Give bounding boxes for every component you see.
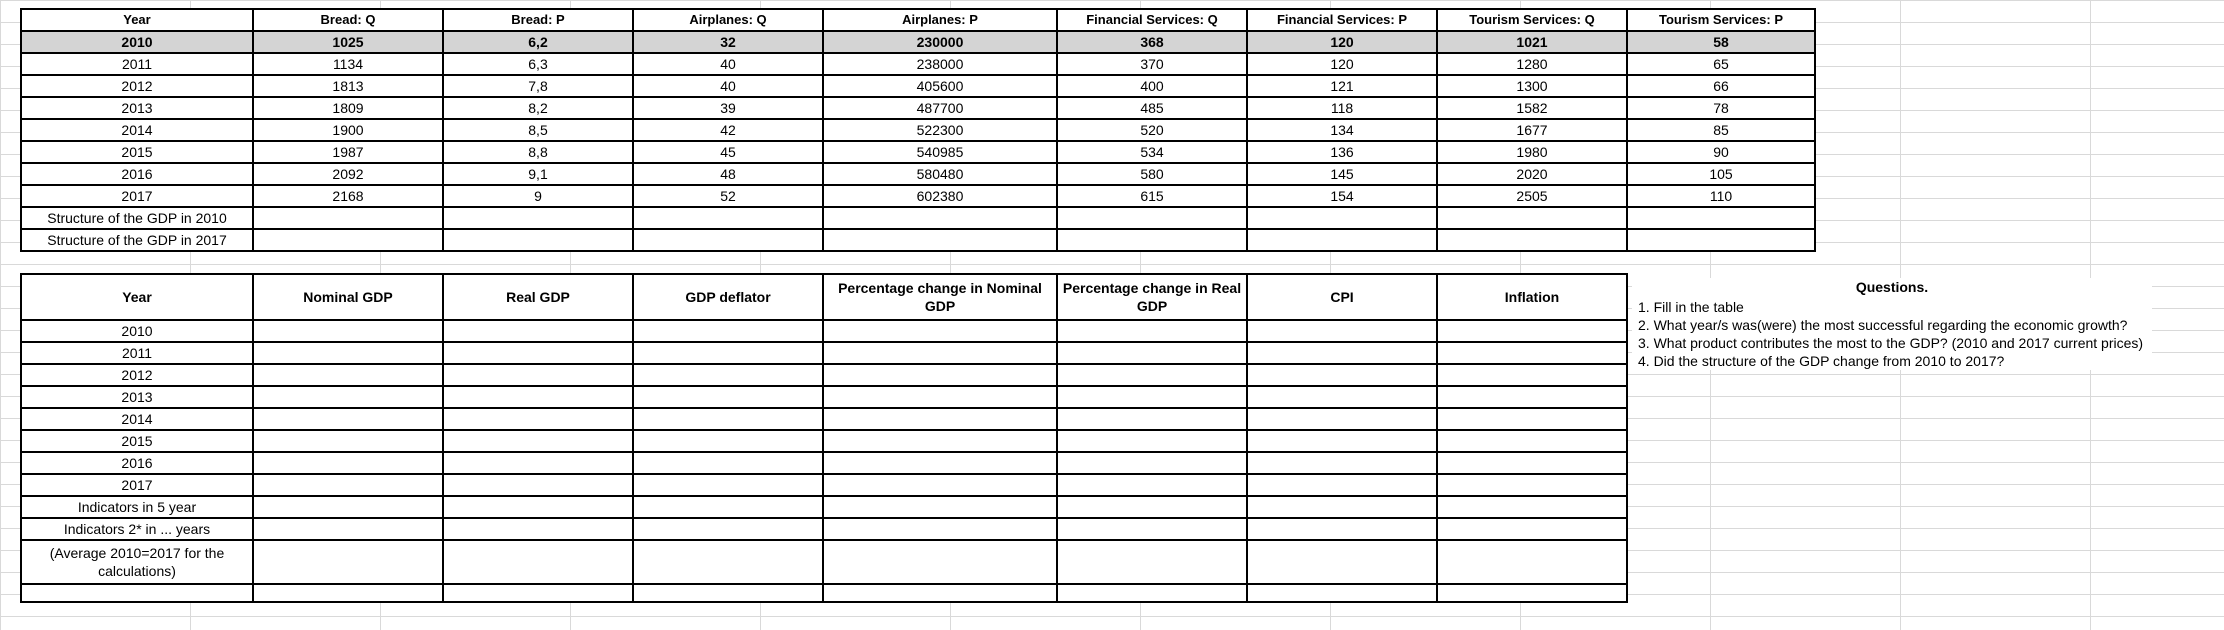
table1-cell[interactable]: 7,8 [443,75,633,97]
table2-year-cell[interactable]: 2011 [21,342,253,364]
table1-header-year[interactable]: Year [21,9,253,31]
table2-empty-cell[interactable] [1057,320,1247,342]
table2-empty-cell[interactable] [633,474,823,496]
table1-cell[interactable]: 45 [633,141,823,163]
table2-empty-cell[interactable] [443,518,633,540]
indicators-5-year-label[interactable]: Indicators in 5 year [21,496,253,518]
table2-row-2016 [21,452,1627,474]
table1-structure-row-2010 [21,207,1815,229]
table2-header-cpi[interactable]: CPI [1247,274,1437,320]
table2-empty-cell[interactable] [1247,474,1437,496]
table2-empty-cell[interactable] [253,408,443,430]
table2-empty-cell[interactable] [1437,408,1627,430]
table1-empty-cell[interactable] [1437,229,1627,251]
table1-cell[interactable]: 230000 [823,31,1057,53]
table2-empty-cell[interactable] [1437,518,1627,540]
table2-year-cell[interactable]: 2015 [21,430,253,452]
table2-empty-cell[interactable] [253,320,443,342]
table1-cell[interactable]: 2015 [21,141,253,163]
table2-empty-cell[interactable] [1057,386,1247,408]
table1-cell[interactable]: 39 [633,97,823,119]
table2-header-gdp-deflator[interactable]: GDP deflator [633,274,823,320]
table1-cell[interactable]: 580 [1057,163,1247,185]
table1-empty-cell[interactable] [1057,207,1247,229]
table1-row-2017 [21,185,1815,207]
table1-cell[interactable]: 42 [633,119,823,141]
table1-cell[interactable]: 534 [1057,141,1247,163]
table1-cell[interactable]: 66 [1627,75,1815,97]
table2-empty-cell[interactable] [1057,584,1247,602]
table2-indicators-5-year-row [21,496,1627,518]
table1-structure-row-2017 [21,229,1815,251]
table1-empty-cell[interactable] [1247,229,1437,251]
table2-empty-cell[interactable] [1247,518,1437,540]
table1-cell[interactable]: 368 [1057,31,1247,53]
table2-row-2015 [21,430,1627,452]
table2-empty-cell[interactable] [1247,342,1437,364]
table2-average-note-row [21,540,1627,584]
table2-row-2010 [21,320,1627,342]
table2-empty-cell[interactable] [633,430,823,452]
table1-header-bread-q[interactable]: Bread: Q [253,9,443,31]
table2-empty-cell[interactable] [823,386,1057,408]
table2-row-2012 [21,364,1627,386]
table1-cell[interactable]: 1987 [253,141,443,163]
table2-empty-cell[interactable] [1247,584,1437,602]
table2-empty-cell[interactable] [633,518,823,540]
table1-empty-cell[interactable] [1437,207,1627,229]
average-note-label[interactable]: (Average 2010=2017 for the calculations) [21,540,253,584]
table1-cell[interactable]: 1582 [1437,97,1627,119]
table2-header-row [21,274,1627,320]
table2-empty-cell[interactable] [1057,408,1247,430]
table2-empty-cell[interactable] [1247,320,1437,342]
table1-empty-cell[interactable] [1627,207,1815,229]
table2-empty-cell[interactable] [823,518,1057,540]
table2-empty-cell[interactable] [823,408,1057,430]
table2-empty-cell[interactable] [633,540,823,584]
table1-empty-cell[interactable] [443,229,633,251]
table2-empty-cell[interactable] [1437,430,1627,452]
table2-empty-cell[interactable] [1057,496,1247,518]
table2-empty-cell[interactable] [1057,364,1247,386]
table2-empty-cell[interactable] [1247,452,1437,474]
table1-cell[interactable]: 1134 [253,53,443,75]
table1-cell[interactable]: 1809 [253,97,443,119]
table2-empty-cell[interactable] [823,364,1057,386]
table2-empty-cell[interactable] [1057,518,1247,540]
table1-cell[interactable]: 9,1 [443,163,633,185]
table1-cell[interactable]: 1813 [253,75,443,97]
table2-empty-cell[interactable] [1057,342,1247,364]
table1-cell[interactable]: 2013 [21,97,253,119]
table1-cell[interactable]: 2011 [21,53,253,75]
table1-cell[interactable]: 520 [1057,119,1247,141]
table1-cell[interactable]: 6,2 [443,31,633,53]
table1-cell[interactable]: 2020 [1437,163,1627,185]
table1-empty-cell[interactable] [253,229,443,251]
table2-header-inflation[interactable]: Inflation [1437,274,1627,320]
table1-cell[interactable]: 40 [633,75,823,97]
table2-empty-cell[interactable] [253,342,443,364]
table1-row-2013 [21,97,1815,119]
table2-year-cell[interactable]: 2016 [21,452,253,474]
table1-cell[interactable]: 65 [1627,53,1815,75]
table1-cell[interactable]: 90 [1627,141,1815,163]
table1-cell[interactable]: 370 [1057,53,1247,75]
table2-empty-cell[interactable] [443,408,633,430]
table2-empty-cell[interactable] [1437,342,1627,364]
table1-cell[interactable]: 120 [1247,31,1437,53]
table2-empty-cell[interactable] [1247,386,1437,408]
table1-header-row [21,9,1815,31]
table1-cell[interactable]: 32 [633,31,823,53]
table2-empty-cell[interactable] [1437,496,1627,518]
table2-empty-cell[interactable] [823,584,1057,602]
table2-empty-cell[interactable] [253,452,443,474]
table1-cell[interactable]: 120 [1247,53,1437,75]
table2-empty-cell[interactable] [823,320,1057,342]
table2-empty-cell[interactable] [633,408,823,430]
table2-empty-cell[interactable] [1437,474,1627,496]
table2-row-2011 [21,342,1627,364]
table2-empty-cell[interactable] [253,386,443,408]
table2-year-cell[interactable]: 2012 [21,364,253,386]
table1-empty-cell[interactable] [443,207,633,229]
table1-cell[interactable]: 78 [1627,97,1815,119]
table2-empty-cell[interactable] [1057,430,1247,452]
table2-year-cell[interactable]: 2014 [21,408,253,430]
table1-cell[interactable]: 136 [1247,141,1437,163]
table2-year-cell[interactable]: 2013 [21,386,253,408]
table2-empty-cell[interactable] [823,496,1057,518]
table2-empty-cell[interactable] [253,364,443,386]
table2-empty-cell[interactable] [443,320,633,342]
table2-header-year[interactable]: Year [21,274,253,320]
indicators-2x-label[interactable]: Indicators 2* in ... years [21,518,253,540]
table1-cell[interactable]: 48 [633,163,823,185]
table2-empty-cell[interactable] [1247,430,1437,452]
table1-empty-cell[interactable] [633,207,823,229]
table1-cell[interactable]: 2092 [253,163,443,185]
table1-cell[interactable]: 40 [633,53,823,75]
table1-cell[interactable]: 487700 [823,97,1057,119]
table2-empty-cell[interactable] [1437,320,1627,342]
table1-cell[interactable]: 615 [1057,185,1247,207]
table1-cell[interactable]: 6,3 [443,53,633,75]
table2-empty-cell[interactable] [1057,540,1247,584]
question-3: 3. What product contributes the most to the GDP? (2010 and 2017 current prices) [1638,335,2144,351]
table1-row-2016 [21,163,1815,185]
table2-empty-cell[interactable] [823,540,1057,584]
table1-cell[interactable]: 1980 [1437,141,1627,163]
table2-row-2013 [21,386,1627,408]
table2-empty-cell[interactable] [443,342,633,364]
table2-empty-cell[interactable] [1247,540,1437,584]
table1-header-tourism-p[interactable]: Tourism Services: P [1627,9,1815,31]
table1-cell[interactable]: 602380 [823,185,1057,207]
table1-empty-cell[interactable] [253,207,443,229]
table1-cell[interactable]: 2010 [21,31,253,53]
table1-empty-cell[interactable] [823,207,1057,229]
table2-header-nominal-gdp[interactable]: Nominal GDP [253,274,443,320]
table1-cell[interactable]: 1025 [253,31,443,53]
table2-year-cell[interactable]: 2017 [21,474,253,496]
table2-row-2017 [21,474,1627,496]
questions-box [1632,278,2152,370]
table1-empty-cell[interactable] [633,229,823,251]
questions-title: Questions. [1855,279,1929,295]
table1-empty-cell[interactable] [1057,229,1247,251]
table1-empty-cell[interactable] [823,229,1057,251]
table1-cell[interactable]: 1900 [253,119,443,141]
table1-empty-cell[interactable] [1247,207,1437,229]
table2-empty-cell[interactable] [253,518,443,540]
table1-cell[interactable]: 2014 [21,119,253,141]
table2-header-pct-change-nominal[interactable]: Percentage change in Nominal GDP [823,274,1057,320]
table1-empty-cell[interactable] [1627,229,1815,251]
table1-cell[interactable]: 118 [1247,97,1437,119]
table1-cell[interactable]: 145 [1247,163,1437,185]
table1-cell[interactable]: 9 [443,185,633,207]
table2-empty-cell[interactable] [253,474,443,496]
table1-cell[interactable]: 1021 [1437,31,1627,53]
table2-empty-cell[interactable] [1247,364,1437,386]
table1-cell[interactable]: 121 [1247,75,1437,97]
table1-cell[interactable]: 2016 [21,163,253,185]
table1-cell[interactable]: 8,8 [443,141,633,163]
table1-cell[interactable]: 2505 [1437,185,1627,207]
table1-header-tourism-q[interactable]: Tourism Services: Q [1437,9,1627,31]
table1-row-2012 [21,75,1815,97]
table2-empty-cell[interactable] [823,342,1057,364]
table1-cell[interactable]: 405600 [823,75,1057,97]
table2-empty-cell[interactable] [823,474,1057,496]
table2-empty-cell[interactable] [633,386,823,408]
table1-cell[interactable]: 2012 [21,75,253,97]
table2-empty-cell[interactable] [1247,408,1437,430]
table2-header-pct-change-real[interactable]: Percentage change in Real GDP [1057,274,1247,320]
table2-empty-cell[interactable] [633,496,823,518]
table2-indicators-2x-row [21,518,1627,540]
table2-empty-cell[interactable] [443,496,633,518]
table2-empty-cell[interactable] [1247,496,1437,518]
table2-row-2014 [21,408,1627,430]
table2-empty-cell[interactable] [823,430,1057,452]
table1-cell[interactable]: 85 [1627,119,1815,141]
table2-empty-cell[interactable] [1057,474,1247,496]
gdp-indicators-table [20,273,1628,603]
table1-cell[interactable]: 540985 [823,141,1057,163]
table1-cell[interactable]: 58 [1627,31,1815,53]
table1-cell[interactable]: 1677 [1437,119,1627,141]
table1-cell[interactable]: 110 [1627,185,1815,207]
table1-header-financial-p[interactable]: Financial Services: P [1247,9,1437,31]
table2-empty-cell[interactable] [633,342,823,364]
table2-empty-cell[interactable] [443,364,633,386]
table2-blank-row [21,584,1627,602]
table1-header-airplanes-p[interactable]: Airplanes: P [823,9,1057,31]
table1-cell[interactable]: 8,5 [443,119,633,141]
table2-empty-cell[interactable] [443,474,633,496]
table2-year-cell[interactable]: 2010 [21,320,253,342]
table2-empty-cell[interactable] [1437,540,1627,584]
table2-empty-cell[interactable] [443,540,633,584]
table2-empty-cell[interactable] [1437,364,1627,386]
table1-cell[interactable]: 580480 [823,163,1057,185]
table2-empty-cell[interactable] [443,430,633,452]
table1-cell[interactable]: 134 [1247,119,1437,141]
table2-empty-cell[interactable] [633,584,823,602]
table1-cell[interactable]: 8,2 [443,97,633,119]
table2-empty-cell[interactable] [253,584,443,602]
table2-header-real-gdp[interactable]: Real GDP [443,274,633,320]
table2-empty-cell[interactable] [443,584,633,602]
table2-empty-cell[interactable] [1437,386,1627,408]
table2-empty-cell[interactable] [21,584,253,602]
question-1: 1. Fill in the table [1638,299,1744,315]
table2-empty-cell[interactable] [253,430,443,452]
table1-row-2010 [21,31,1815,53]
table1-row-2014 [21,119,1815,141]
table2-empty-cell[interactable] [633,364,823,386]
table1-row-2011 [21,53,1815,75]
table1-cell[interactable]: 2168 [253,185,443,207]
table1-cell[interactable]: 485 [1057,97,1247,119]
table2-empty-cell[interactable] [443,386,633,408]
question-4: 4. Did the structure of the GDP change from 2010 to 2017? [1638,353,2005,369]
production-data-table [20,8,1816,252]
table2-empty-cell[interactable] [1437,584,1627,602]
structure-label-2010[interactable]: Structure of the GDP in 2010 [21,207,253,229]
table2-empty-cell[interactable] [633,320,823,342]
table2-empty-cell[interactable] [253,540,443,584]
table1-header-financial-q[interactable]: Financial Services: Q [1057,9,1247,31]
table1-cell[interactable]: 238000 [823,53,1057,75]
table1-cell[interactable]: 400 [1057,75,1247,97]
table1-cell[interactable]: 1300 [1437,75,1627,97]
table2-empty-cell[interactable] [1437,452,1627,474]
table1-cell[interactable]: 105 [1627,163,1815,185]
table1-cell[interactable]: 2017 [21,185,253,207]
table2-empty-cell[interactable] [443,452,633,474]
table1-cell[interactable]: 154 [1247,185,1437,207]
table1-cell[interactable]: 522300 [823,119,1057,141]
table1-cell[interactable]: 52 [633,185,823,207]
question-2: 2. What year/s was(were) the most successful regarding the economic growth? [1638,317,2128,333]
table1-row-2015 [21,141,1815,163]
table2-empty-cell[interactable] [1057,452,1247,474]
table1-header-airplanes-q[interactable]: Airplanes: Q [633,9,823,31]
table1-header-bread-p[interactable]: Bread: P [443,9,633,31]
table2-empty-cell[interactable] [633,452,823,474]
table2-empty-cell[interactable] [253,496,443,518]
table1-cell[interactable]: 1280 [1437,53,1627,75]
structure-label-2017[interactable]: Structure of the GDP in 2017 [21,229,253,251]
table2-empty-cell[interactable] [823,452,1057,474]
